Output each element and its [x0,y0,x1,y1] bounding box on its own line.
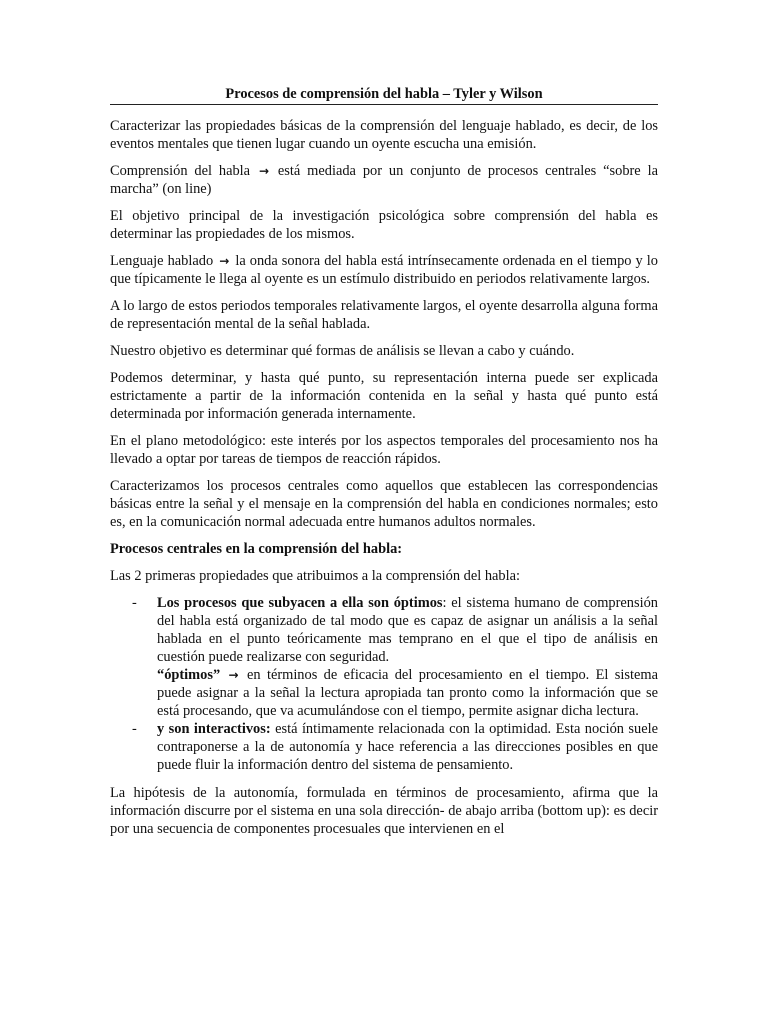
arrow-right-icon: → [219,254,230,268]
list-item-bold-text: Los procesos que subyacen a ella son óptimos [157,595,443,611]
section-heading: Procesos centrales en la comprensión del habla: [110,541,403,557]
list-item-text: : el sistema humano de comprensión del habla está organizado de tal modo que es capaz de asignar un análisis a la señal hablada en el punto teóricamente mas temprano en el que el tipo de análisis en cuestión puede realizarse con seguridad. [157,595,658,665]
list-item-optimos [110,594,658,720]
list-item-subnote [157,666,658,720]
list-item-text: está íntimamente relacionada con la optimidad. Esta noción suele contraponerse a la de autonomía y hace referencia a las direcciones posibles en que puede fluir la información dentro del sistema de pensamiento. [157,721,658,773]
list-item-interactivos [110,720,658,774]
list-item-bold-text: “óptimos” [157,667,221,683]
paragraph-lenguaje-hablado [110,252,658,288]
arrow-right-icon: → [258,164,270,178]
list-dash-marker: - [132,595,137,611]
paragraph-primeras-propiedades: Las 2 primeras propiedades que atribuimos a la comprensión del habla: [110,568,521,584]
paragraph-plano-metodologico: En el plano metodológico: este interés por los aspectos temporales del procesamiento nos ha llevado a optar por tareas de tiempos de reacción rápidos. [110,433,658,467]
arrow-right-icon: → [228,668,239,682]
list-dash-marker: - [132,721,137,737]
document-page [110,86,658,838]
list-item-bold-text: y son interactivos: [157,721,271,737]
paragraph-nuestro-objetivo: Nuestro objetivo es determinar qué formas de análisis se llevan a cabo y cuándo. [110,343,575,359]
list-item-text: en términos de eficacia del procesamiento en el tiempo. El sistema puede asignar a la señal la lectura apropiada tan pronto como la información que se está procesando, que va acumulándose con el tiempo, permite asignar dicha lectura. [157,667,658,719]
paragraph-procesos-centrales: Caracterizamos los procesos centrales como aquellos que establecen las correspondencias básicas entre la señal y el mensaje en la comprensión del habla en condiciones normales; esto es, en la comunicación normal adecuada entre humanos adultos normales. [110,478,658,530]
paragraph-text: está mediada por un conjunto de procesos centrales “sobre la marcha” (on line) [110,163,658,197]
paragraph-text: la onda sonora del habla está intrínsecamente ordenada en el tiempo y lo que típicamente le llega al oyente es un estímulo distribuido en periodos relativamente largos. [110,253,658,287]
properties-list [110,594,658,774]
document-title: Procesos de comprensión del habla – Tyler y Wilson [110,86,658,105]
paragraph-podemos-determinar: Podemos determinar, y hasta qué punto, su representación interna puede ser explicada estrictamente a partir de la información contenida en la señal y hasta qué punto está determinada por información generada internamente. [110,370,658,422]
paragraph-lead: Lenguaje hablado [110,253,214,269]
paragraph-hipotesis-autonomia: La hipótesis de la autonomía, formulada en términos de procesamiento, afirma que la información discurre por el sistema en una sola dirección- de abajo arriba (bottom up): es decir por una secuencia de componentes procesuales que intervienen en el [110,785,658,837]
paragraph-intro: Caracterizar las propiedades básicas de la comprensión del lenguaje hablado, es decir, de los eventos mentales que tienen lugar cuando un oyente escucha una emisión. [110,118,658,152]
paragraph-periodos-temporales: A lo largo de estos periodos temporales relativamente largos, el oyente desarrolla alguna forma de representación mental de la señal hablada. [110,298,658,332]
paragraph-comprension-habla [110,162,658,198]
paragraph-lead: Comprensión del habla [110,163,251,179]
paragraph-objetivo-principal: El objetivo principal de la investigación psicológica sobre comprensión del habla es determinar las propiedades de los mismos. [110,208,658,242]
